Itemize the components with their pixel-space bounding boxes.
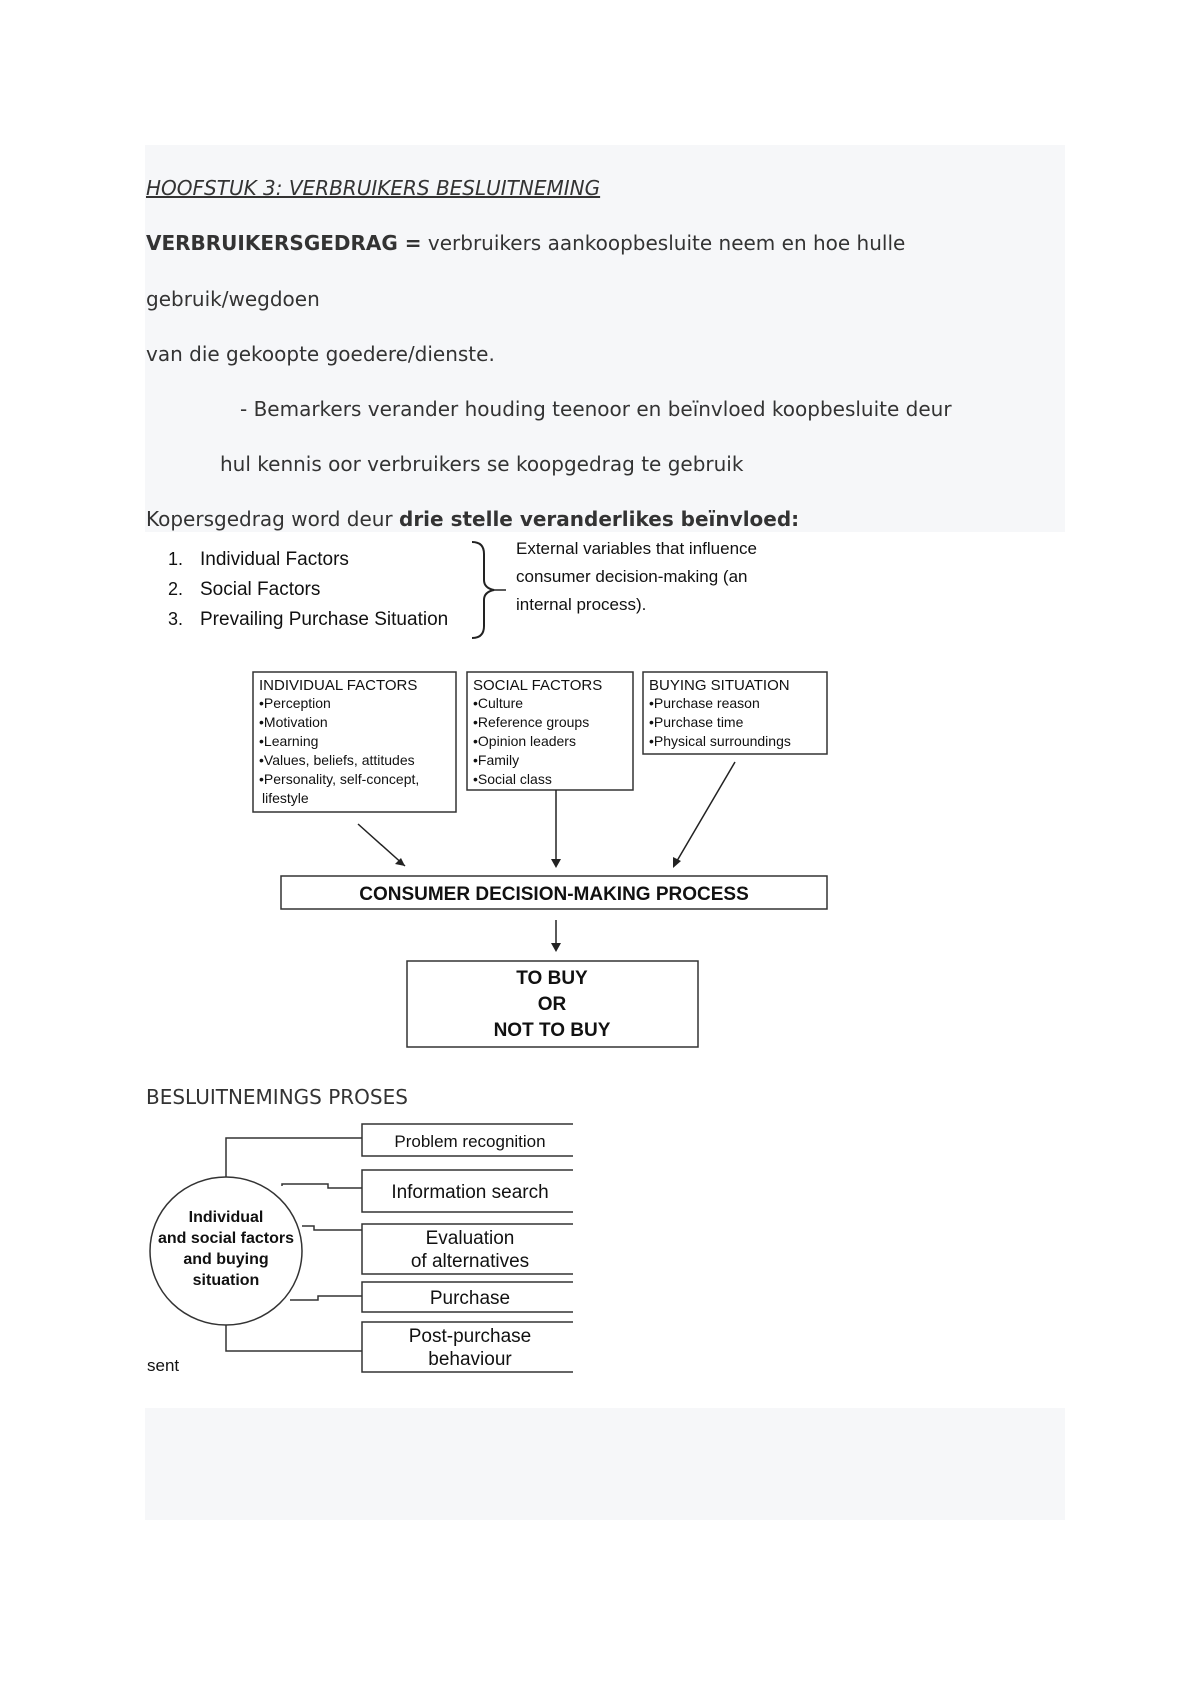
section-heading: BESLUITNEMINGS PROSES bbox=[146, 1085, 408, 1109]
shaded-block-bottom bbox=[145, 1408, 1065, 1520]
connector-bottom bbox=[226, 1325, 362, 1351]
individual-item: •Motivation bbox=[259, 714, 328, 730]
circle-line-3: and buying bbox=[183, 1251, 269, 1268]
intro-normal: Kopersgedrag word deur bbox=[146, 507, 393, 531]
bullet-line-1: - Bemarkers verander houding teenoor en beïnvloed koopbesluite deur bbox=[240, 397, 952, 421]
social-item: •Opinion leaders bbox=[473, 733, 576, 749]
stage-evaluation-line-1: Evaluation bbox=[425, 1228, 515, 1249]
buying-situation-title: BUYING SITUATION bbox=[649, 677, 790, 694]
note-line-2: consumer decision-making (an bbox=[516, 567, 748, 586]
circle-line-1: Individual bbox=[188, 1209, 264, 1226]
individual-item: •Values, beliefs, attitudes bbox=[259, 752, 415, 768]
individual-item: lifestyle bbox=[262, 790, 309, 806]
buying-item: •Purchase time bbox=[649, 714, 744, 730]
buying-item: •Physical surroundings bbox=[649, 733, 791, 749]
stage-post-purchase-line-1: Post-purchase bbox=[408, 1326, 532, 1347]
variables-list-figure bbox=[150, 536, 830, 644]
outcome-line-3: NOT TO BUY bbox=[493, 1020, 611, 1041]
chapter-heading: HOOFSTUK 3: VERBRUIKERS BESLUITNEMING bbox=[146, 176, 601, 200]
decision-process-label: CONSUMER DECISION-MAKING PROCESS bbox=[359, 884, 749, 905]
intro-line bbox=[146, 507, 799, 531]
connector-evaluation bbox=[302, 1226, 362, 1230]
social-item: •Family bbox=[473, 752, 520, 768]
arrow-buying bbox=[674, 762, 735, 866]
outcome-line-1: TO BUY bbox=[516, 968, 588, 989]
note-line-1: External variables that influence bbox=[516, 539, 757, 558]
social-item: •Culture bbox=[473, 695, 524, 711]
note-line-3: internal process). bbox=[516, 595, 647, 614]
connector-top bbox=[226, 1138, 362, 1177]
definition-term: VERBRUIKERSGEDRAG = bbox=[146, 231, 422, 255]
circle-line-4: situation bbox=[192, 1272, 260, 1289]
individual-factors-title: INDIVIDUAL FACTORS bbox=[259, 677, 418, 694]
connector-purchase bbox=[290, 1296, 362, 1300]
cropped-text-fragment: sent bbox=[147, 1356, 180, 1375]
definition-line-3: van die gekoopte goedere/dienste. bbox=[146, 342, 495, 366]
stage-problem-recognition: Problem recognition bbox=[394, 1132, 546, 1151]
connector-information bbox=[282, 1184, 362, 1188]
circle-line-2: and social factors bbox=[157, 1230, 295, 1247]
definition-line-1 bbox=[146, 231, 905, 255]
list-item-social-factors: Social Factors bbox=[200, 579, 321, 600]
buying-item: •Purchase reason bbox=[649, 695, 760, 711]
stage-evaluation-line-2: of alternatives bbox=[410, 1251, 530, 1272]
decision-process-diagram bbox=[140, 1122, 580, 1380]
curly-brace bbox=[472, 542, 494, 638]
list-number-3: 3. bbox=[168, 609, 184, 629]
stage-purchase: Purchase bbox=[429, 1288, 511, 1309]
list-item-individual-factors: Individual Factors bbox=[200, 549, 349, 570]
list-number-2: 2. bbox=[168, 579, 184, 599]
social-item: •Social class bbox=[473, 771, 552, 787]
arrow-individual bbox=[358, 824, 405, 866]
individual-item: •Perception bbox=[259, 695, 331, 711]
definition-text-1: verbruikers aankoopbesluite neem en hoe hulle bbox=[427, 231, 906, 255]
arrowhead-icon bbox=[551, 943, 561, 952]
social-item: •Reference groups bbox=[473, 714, 590, 730]
arrowhead-icon bbox=[673, 857, 681, 868]
individual-item: •Learning bbox=[259, 733, 319, 749]
outcome-line-2: OR bbox=[537, 994, 567, 1015]
bullet-line-2: hul kennis oor verbruikers se koopgedrag te gebruik bbox=[220, 452, 744, 476]
stage-post-purchase-line-2: behaviour bbox=[428, 1349, 512, 1370]
definition-line-2: gebruik/wegdoen bbox=[146, 287, 320, 311]
arrowhead-icon bbox=[551, 859, 561, 868]
list-number-1: 1. bbox=[168, 549, 184, 569]
stage-information-search: Information search bbox=[391, 1182, 549, 1203]
list-item-purchase-situation: Prevailing Purchase Situation bbox=[200, 609, 449, 630]
factors-diagram bbox=[245, 668, 845, 1052]
social-factors-title: SOCIAL FACTORS bbox=[473, 677, 603, 694]
individual-item: •Personality, self-concept, bbox=[259, 771, 420, 787]
intro-bold: drie stelle veranderlikes beïnvloed: bbox=[399, 507, 800, 531]
